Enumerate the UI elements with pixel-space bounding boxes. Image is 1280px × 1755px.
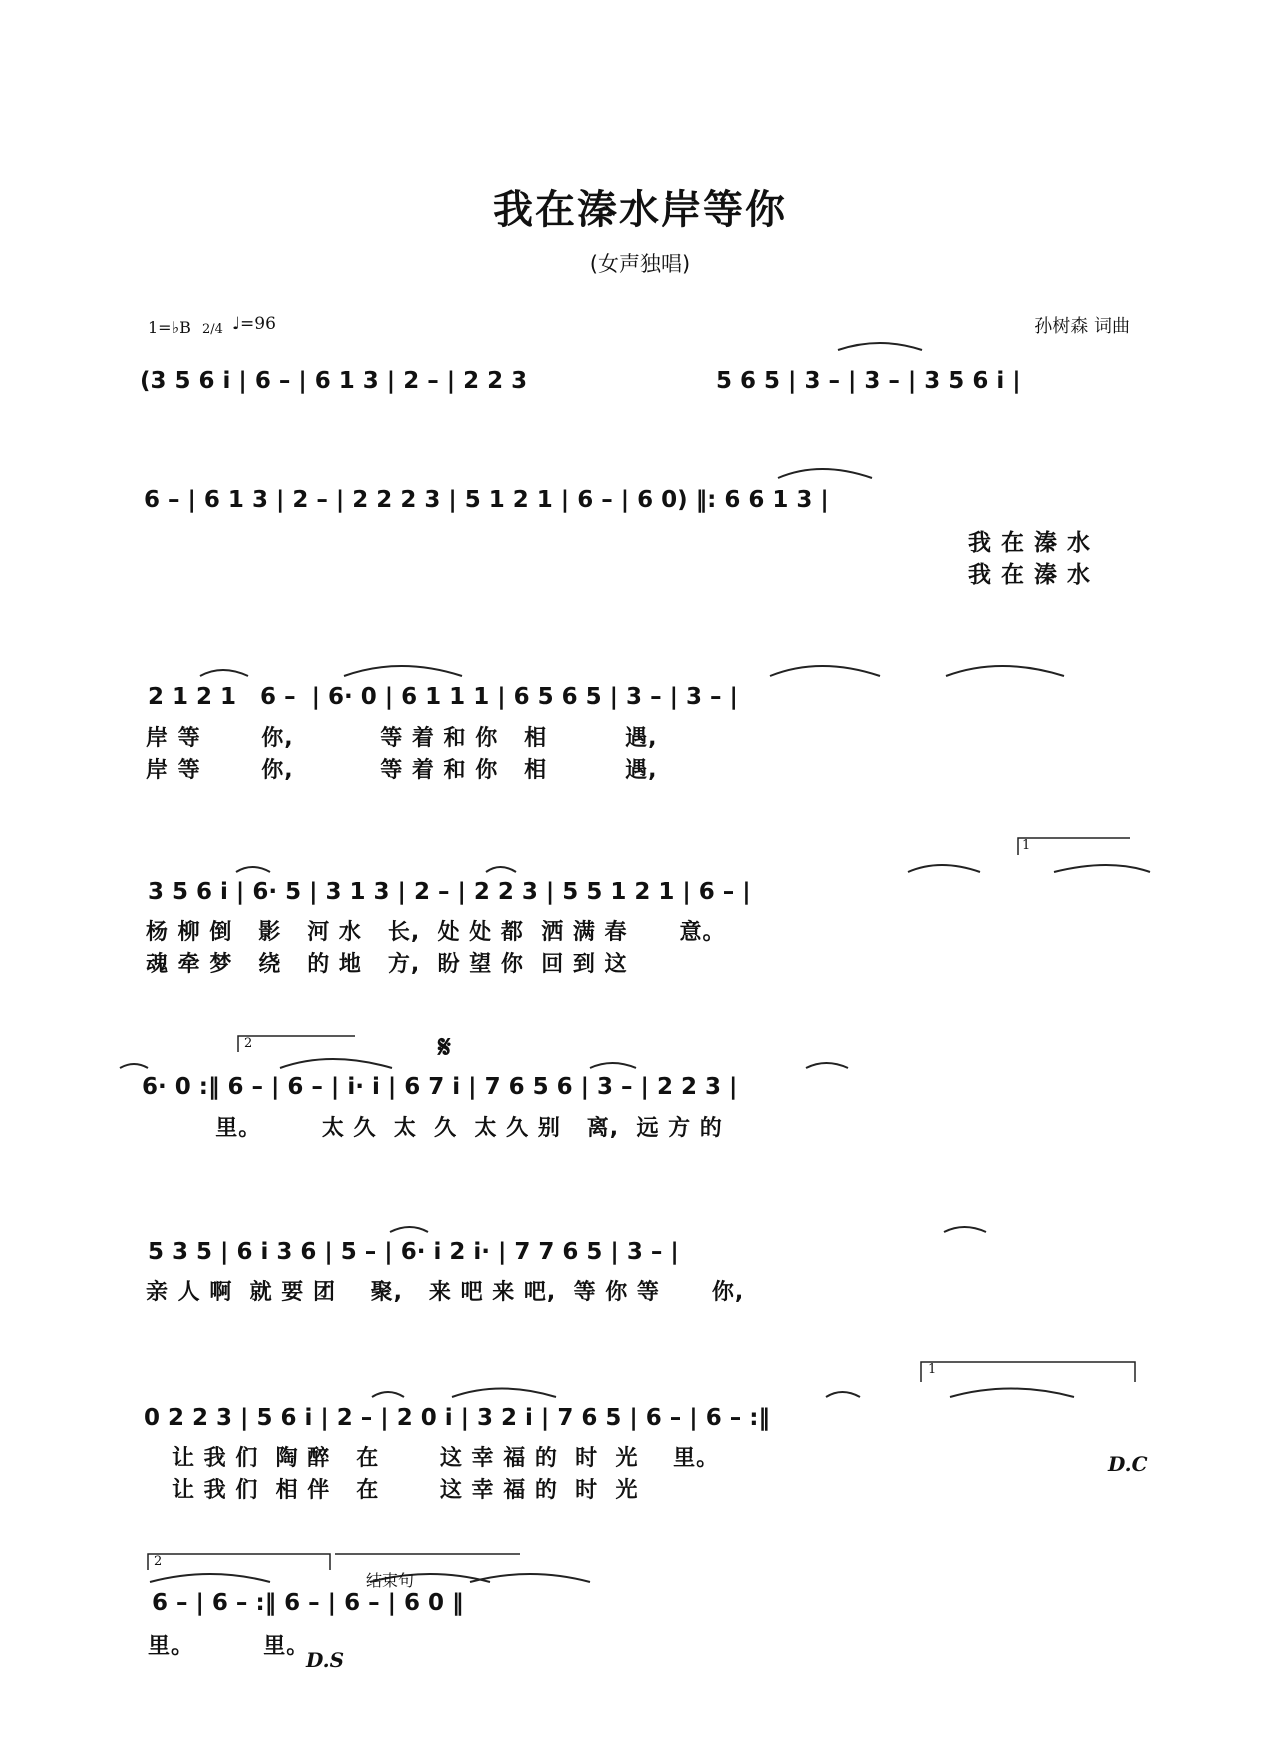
slur [452, 1389, 556, 1398]
system-3-notes: 2 1 2 1 6 – | 6· 0 | 6 1 1 1 | 6 5 6 5 | 3 – | 3 – | [148, 684, 738, 710]
ds-marking: D.S [306, 1648, 345, 1672]
slur [200, 670, 248, 676]
slur [486, 867, 516, 872]
system-1-notes-b: 5 6 5 | 3 – | 3 – | 3 5 6 i | [716, 368, 1021, 394]
key-label: 1=♭B [148, 318, 191, 337]
slur [590, 1063, 636, 1068]
system-4-lyrics-2: 魂 牵 梦 绕 的 地 方, 盼 望 你 回 到 这 [146, 952, 628, 977]
time-signature: 2/4 [201, 322, 223, 337]
volta-bracket-2 [238, 1036, 355, 1052]
slur [778, 469, 872, 478]
system-2-notes: 6 – | 6 1 3 | 2 – | 2 2 2 3 | 5 1 2 1 | 6 – | 6 0) ‖: 6 6 1 3 | [144, 487, 829, 513]
volta-number-2: 2 [244, 1036, 253, 1051]
slur [236, 867, 270, 872]
slur [908, 865, 980, 872]
system-1-notes-a: (3 5 6 i | 6 – | 6 1 3 | 2 – | 2 2 3 [140, 368, 528, 394]
system-4-lyrics-1: 杨 柳 倒 影 河 水 长, 处 处 都 洒 满 春 意。 [146, 920, 726, 945]
volta-bracket-1 [921, 1362, 1135, 1382]
slur [944, 1227, 986, 1232]
tempo-marking: ♩=96 [232, 314, 276, 334]
slur [1054, 865, 1150, 872]
dc-marking: D.C [1108, 1452, 1148, 1476]
volta-bracket-2 [148, 1554, 330, 1570]
system-7-lyrics-1: 让 我 们 陶 醉 在 这 幸 福 的 时 光 里。 [172, 1446, 720, 1471]
volta-number-1: 1 [928, 1362, 937, 1377]
slur [372, 1392, 404, 1397]
system-8-lyrics-1: 里。 里。 [148, 1634, 310, 1659]
slur [280, 1059, 392, 1068]
slur [950, 1389, 1074, 1398]
slur [838, 343, 922, 350]
system-5-notes: 6· 0 :‖ 6 – | 6 – | i· i | 6 7 i | 7 6 5 6 | 3 – | 2 2 3 | [142, 1074, 738, 1100]
segno-sign: 𝄋 [438, 1030, 451, 1065]
song-title: 我在溱水岸等你 [493, 186, 787, 233]
slur [770, 666, 880, 676]
system-6-lyrics-1: 亲 人 啊 就 要 团 聚, 来 吧 来 吧, 等 你 等 你, [146, 1280, 745, 1305]
system-3-lyrics-2: 岸 等 你, 等 着 和 你 相 遇, [146, 758, 658, 783]
slur [946, 666, 1064, 676]
system-5-lyrics-1: 里。 太 久 太 久 太 久 别 离, 远 方 的 [146, 1116, 723, 1141]
system-3-lyrics-1: 岸 等 你, 等 着 和 你 相 遇, [146, 726, 658, 751]
system-7-lyrics-2: 让 我 们 相 伴 在 这 幸 福 的 时 光 [172, 1478, 639, 1503]
volta-bracket-1 [1018, 838, 1130, 855]
system-2-lyrics-2: 我 在 溱 水 [968, 562, 1092, 588]
ending-label: 结束句 [366, 1571, 415, 1590]
slur [150, 1574, 270, 1582]
system-7-notes: 0 2 2 3 | 5 6 i | 2 – | 2 0 i | 3 2 i | 7 6 5 | 6 – | 6 – :‖ [144, 1405, 770, 1431]
slur [826, 1392, 860, 1397]
song-subtitle: (女声独唱) [589, 252, 691, 276]
system-8-notes: 6 – | 6 – :‖ 6 – | 6 – | 6 0 ‖ [152, 1590, 464, 1616]
system-4-notes: 3 5 6 i | 6· 5 | 3 1 3 | 2 – | 2 2 3 | 5 5 1 2 1 | 6 – | [148, 879, 751, 905]
system-6-notes: 5 3 5 | 6 i 3 6 | 5 – | 6· i 2 i· | 7 7 6 5 | 3 – | [148, 1239, 679, 1265]
volta-number-2: 2 [154, 1554, 163, 1569]
slur [806, 1063, 848, 1068]
system-2-lyrics-1: 我 在 溱 水 [968, 530, 1092, 556]
slur [390, 1227, 428, 1232]
slur [344, 666, 462, 676]
volta-number-1: 1 [1022, 838, 1031, 853]
credit: 孙树森 词曲 [1034, 316, 1130, 337]
slur [120, 1064, 148, 1068]
